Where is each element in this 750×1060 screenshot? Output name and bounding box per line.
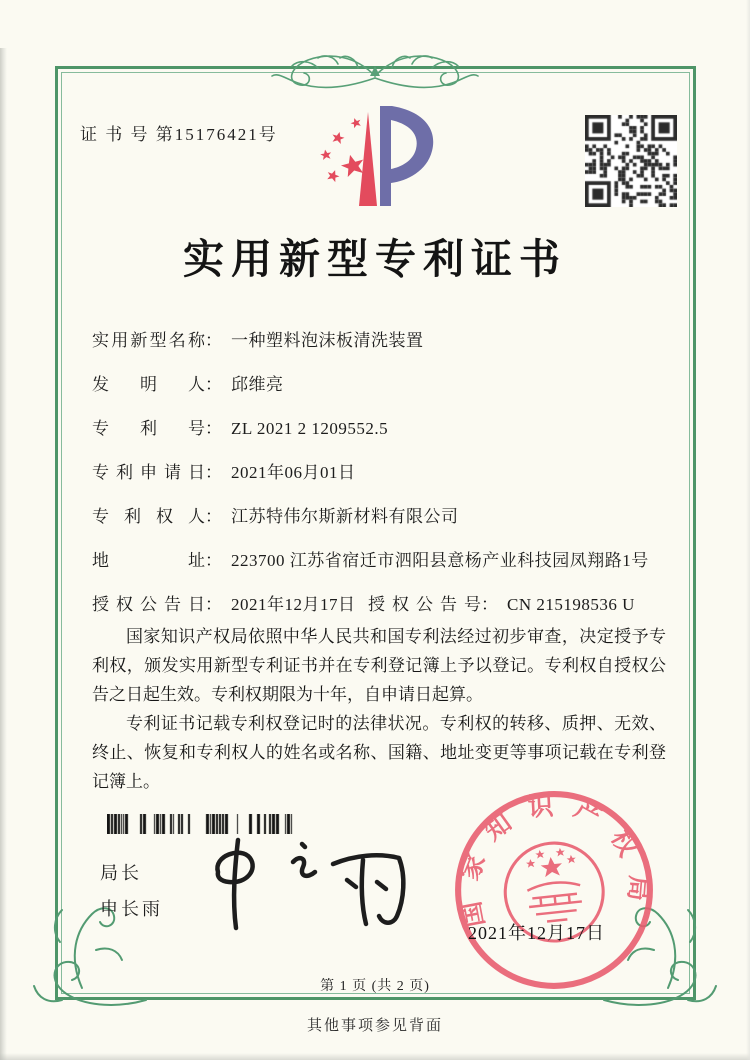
field-grant-number — [368, 590, 635, 615]
director-title: 局长 — [100, 863, 142, 883]
field-colon: ： — [205, 463, 222, 482]
legal-paragraph-1: 国家知识产权局依照中华人民共和国专利法经过初步审查，决定授予专利权，颁发实用新型专利证书并在专利登记簿上予以登记。专利权自授权公告之日起生效。专利权期限为十年，自申请日起算。 — [92, 627, 666, 704]
field-grant-date — [92, 595, 356, 614]
field-filing-date — [92, 458, 668, 483]
field-grant-row — [92, 590, 668, 615]
field-colon: ： — [205, 507, 222, 526]
cnipa-official-seal — [452, 788, 656, 992]
field-utility-model-name — [92, 326, 668, 351]
field-colon: ： — [205, 595, 222, 614]
logo-red-wedge — [359, 112, 377, 206]
field-list — [92, 326, 668, 634]
scan-edge-bottom — [0, 1053, 750, 1060]
field-label: 专利号 — [92, 419, 205, 438]
field-label: 授权公告日 — [92, 595, 205, 614]
field-value: 223700 江苏省宿迁市泗阳县意杨产业科技园凤翔路1号 — [231, 551, 649, 570]
legal-text — [92, 622, 666, 796]
field-value: ZL 2021 2 1209552.5 — [231, 419, 389, 438]
field-colon: ： — [205, 331, 222, 350]
field-address — [92, 546, 668, 571]
field-colon: ： — [205, 419, 222, 438]
logo-letter-p — [380, 106, 433, 206]
scan-edge-right — [746, 0, 750, 1060]
certificate-title: 实用新型专利证书 — [183, 236, 567, 282]
field-value: 江苏特伟尔斯新材料有限公司 — [231, 507, 459, 526]
field-label: 实用新型名称 — [92, 331, 205, 350]
field-patent-number — [92, 414, 668, 439]
field-value: 一种塑料泡沫板清洗装置 — [231, 331, 424, 350]
field-value: 邱维亮 — [231, 375, 284, 394]
page-number: 第 1 页 (共 2 页) — [320, 979, 430, 994]
field-value: 2021年12月17日 — [231, 595, 356, 614]
back-note: 其他事项参见背面 — [306, 1018, 443, 1034]
barcode — [107, 814, 295, 834]
field-colon: ： — [481, 595, 498, 614]
cnipa-patent-logo — [313, 102, 445, 214]
field-patentee — [92, 502, 668, 527]
grant-seal-date: 2021年12月17日 — [468, 923, 605, 943]
legal-paragraph-2: 专利证书记载专利权登记时的法律状况。专利权的转移、质押、无效、终止、恢复和专利权人的姓名或名称、国籍、地址变更等事项记载在专利登记簿上。 — [92, 714, 666, 791]
field-colon: ： — [205, 551, 222, 570]
field-label: 授权公告号 — [368, 595, 481, 614]
field-value: CN 215198536 U — [507, 595, 635, 614]
field-label: 专利申请日 — [92, 463, 205, 482]
certificate-number: 证 书 号 第15176421号 — [80, 125, 278, 144]
scan-edge-left — [0, 48, 7, 1060]
field-value: 2021年06月01日 — [231, 463, 356, 482]
director-block — [100, 855, 163, 927]
director-signature — [205, 832, 415, 936]
field-inventor — [92, 370, 668, 395]
logo-stars — [320, 116, 367, 183]
field-label: 专利权人 — [92, 507, 205, 526]
seal-text: 国家知识产权局 — [453, 790, 654, 930]
director-name: 申长雨 — [100, 899, 163, 919]
qr-code — [585, 115, 677, 207]
field-label: 地址 — [92, 551, 205, 570]
field-colon: ： — [205, 375, 222, 394]
field-label: 发明人 — [92, 375, 205, 394]
